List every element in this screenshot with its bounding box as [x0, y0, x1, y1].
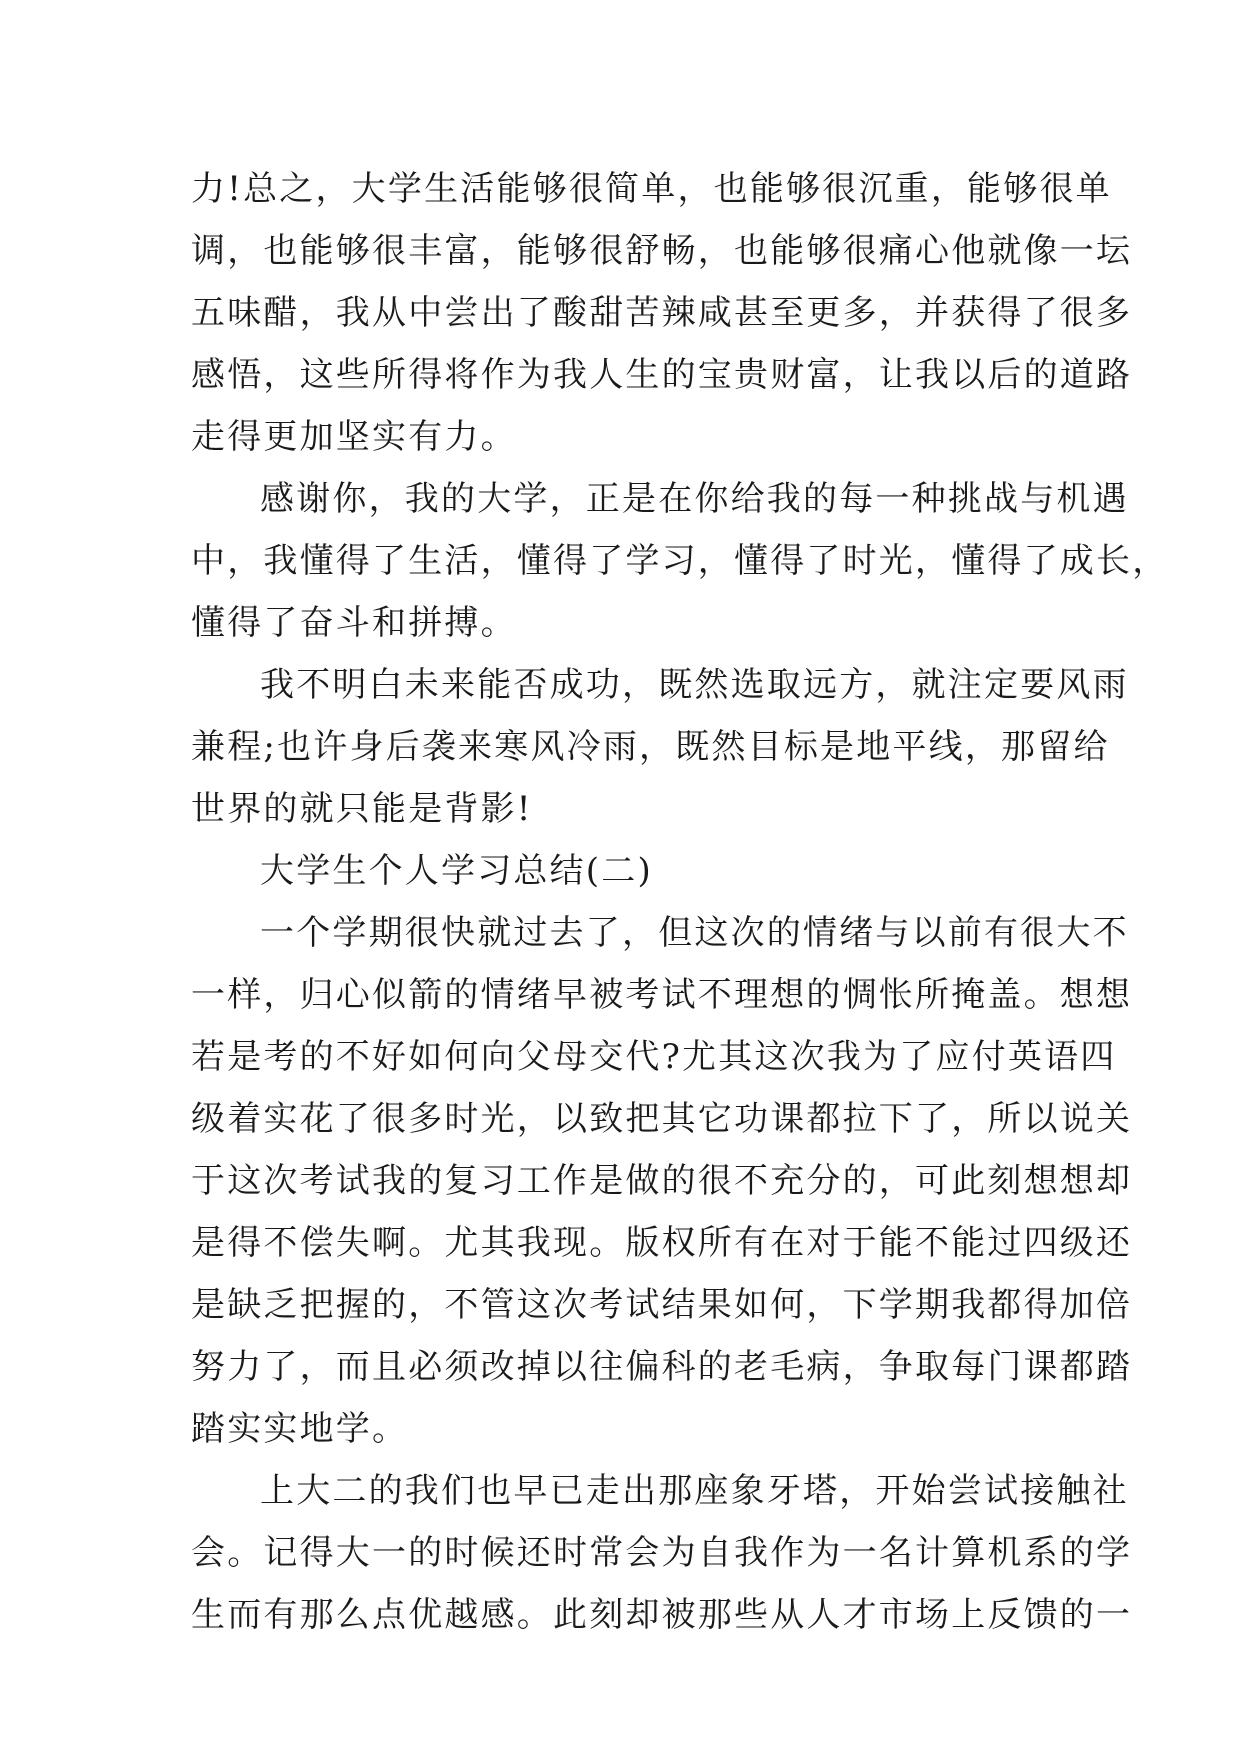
document-body	[191, 158, 1169, 1646]
text-line: 世界的就只能是背影!	[191, 789, 533, 829]
text-line: 踏实实地学。	[191, 1409, 409, 1449]
text-line: 走得更加坚实有力。	[191, 417, 517, 457]
text-line: 是得不偿失啊。尤其我现。版权所有在对于能不能过四级还	[191, 1223, 1133, 1263]
text-line: 会。记得大一的时候还时常会为自我作为一名计算机系的学	[191, 1533, 1133, 1573]
paragraph-start-line: 我不明白未来能否成功，既然选取远方，就注定要风雨	[260, 665, 1129, 705]
text-line: 力!总之，大学生活能够很简单，也能够很沉重，能够很单	[191, 169, 1112, 209]
text-line: 级着实花了很多时光，以致把其它功课都拉下了，所以说关	[191, 1099, 1133, 1139]
section-heading: 大学生个人学习总结(二)	[260, 851, 653, 891]
paragraph-start-line: 一个学期很快就过去了，但这次的情绪与以前有很大不	[260, 913, 1129, 953]
text-line: 感悟，这些所得将作为我人生的宝贵财富，让我以后的道路	[191, 355, 1133, 395]
text-line: 一样，归心似箭的情绪早被考试不理想的惆怅所掩盖。想想	[191, 975, 1133, 1015]
text-line: 懂得了奋斗和拼搏。	[191, 603, 517, 643]
text-line: 是缺乏把握的，不管这次考试结果如何，下学期我都得加倍	[191, 1285, 1133, 1325]
text-line: 努力了，而且必须改掉以往偏科的老毛病，争取每门课都踏	[191, 1347, 1133, 1387]
text-line: 五味醋，我从中尝出了酸甜苦辣咸甚至更多，并获得了很多	[191, 293, 1133, 333]
paragraph-start-line: 上大二的我们也早已走出那座象牙塔，开始尝试接触社	[260, 1471, 1129, 1511]
text-line: 中，我懂得了生活，懂得了学习，懂得了时光，懂得了成长，	[191, 541, 1169, 581]
paragraph-start-line: 感谢你，我的大学，正是在你给我的每一种挑战与机遇	[260, 479, 1129, 519]
text-line: 调，也能够很丰富，能够很舒畅，也能够很痛心他就像一坛	[191, 231, 1133, 271]
text-line: 兼程;也许身后袭来寒风冷雨，既然目标是地平线，那留给	[191, 727, 1110, 767]
text-line: 若是考的不好如何向父母交代?尤其这次我为了应付英语四	[191, 1037, 1117, 1077]
text-line: 生而有那么点优越感。此刻却被那些从人才市场上反馈的一	[191, 1595, 1133, 1635]
text-line: 于这次考试我的复习工作是做的很不充分的，可此刻想想却	[191, 1161, 1133, 1201]
